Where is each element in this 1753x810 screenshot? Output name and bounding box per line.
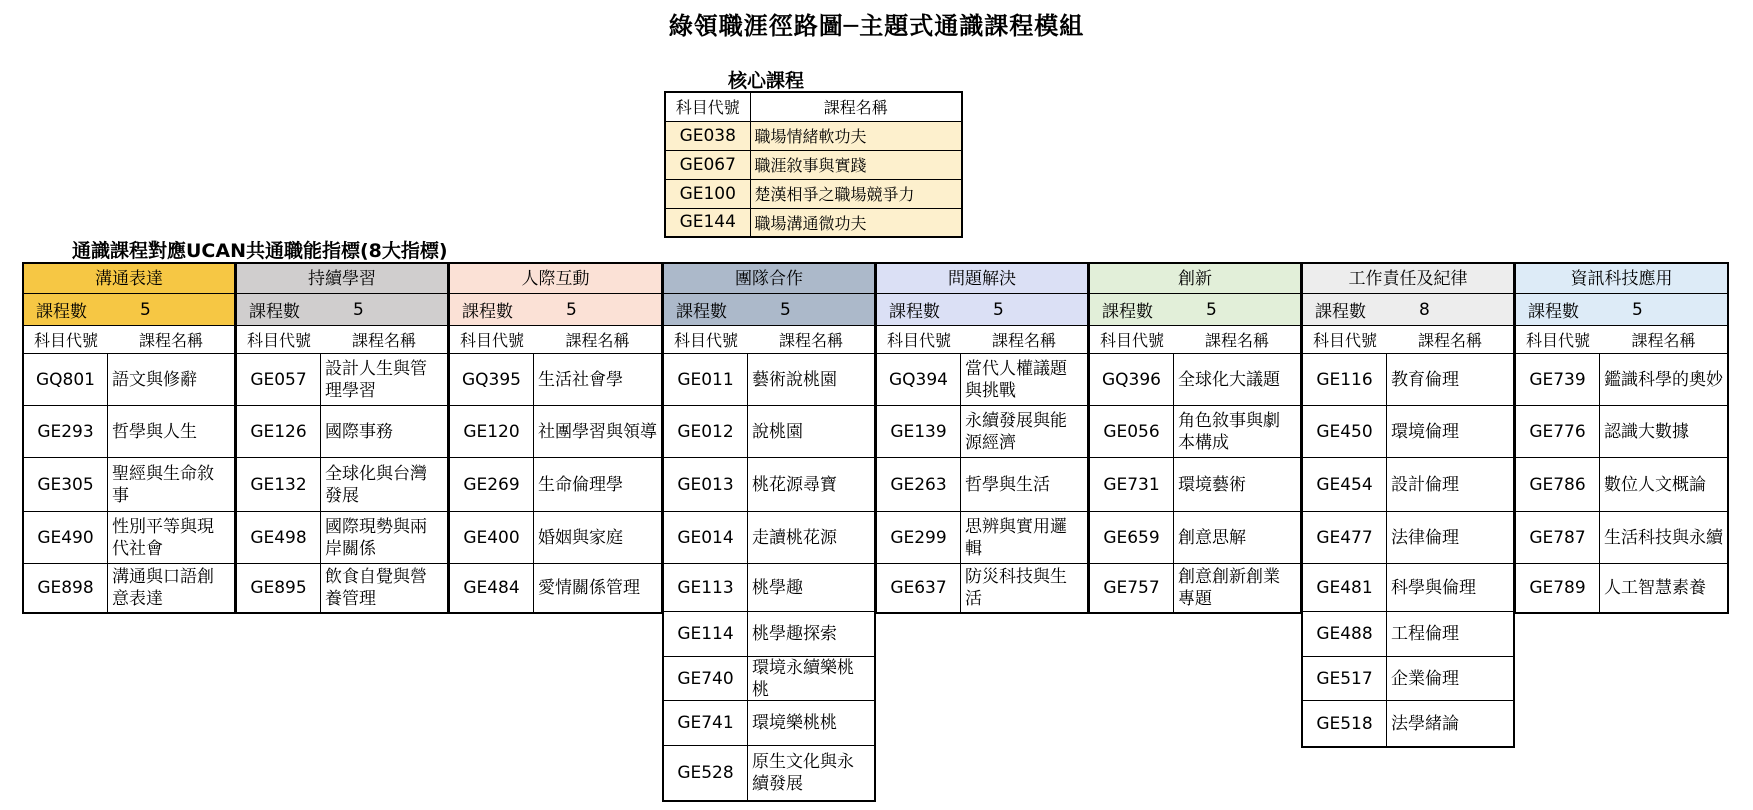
subheader-code: 科目代號 xyxy=(459,331,524,350)
category-header: 資訊科技應用 xyxy=(1516,262,1727,294)
course-name: 職涯敘事與實踐 xyxy=(750,150,962,179)
table-row xyxy=(664,657,874,701)
category-column xyxy=(448,262,663,614)
table-row xyxy=(237,458,447,512)
course-code: GE144 xyxy=(665,208,750,237)
subheader-code: 科目代號 xyxy=(1099,331,1164,350)
subheader-code: 科目代號 xyxy=(673,331,738,350)
subheader-name: 課程名稱 xyxy=(991,331,1056,350)
table-row xyxy=(665,179,962,208)
subheader-code: 科目代號 xyxy=(33,331,98,350)
course-code: GE659 xyxy=(1090,512,1174,563)
course-name: 哲學與人生 xyxy=(112,421,197,442)
table-row xyxy=(664,354,874,406)
course-count-row xyxy=(1516,294,1727,326)
course-code: GQ394 xyxy=(877,354,961,405)
table-row xyxy=(1090,354,1300,406)
subheader-name: 課程名稱 xyxy=(1204,331,1269,350)
table-row xyxy=(877,512,1087,564)
category-header: 工作責任及紀律 xyxy=(1303,262,1513,294)
course-code: GE299 xyxy=(877,512,961,563)
course-name: 人工智慧素養 xyxy=(1604,578,1706,598)
table-row xyxy=(1303,612,1513,657)
course-count-value: 5 xyxy=(780,299,791,320)
course-name: 國際現勢與兩岸關係 xyxy=(325,516,427,559)
course-name: 愛情關係管理 xyxy=(538,578,640,598)
category-header: 團隊合作 xyxy=(664,262,874,294)
category-column xyxy=(235,262,449,614)
table-row xyxy=(664,406,874,458)
core-header-code: 科目代號 xyxy=(665,92,750,121)
table-row xyxy=(237,564,447,612)
course-name: 設計倫理 xyxy=(1391,474,1459,495)
course-code: GE038 xyxy=(665,121,750,150)
subheader-name: 課程名稱 xyxy=(351,331,416,350)
table-row xyxy=(24,564,234,612)
table-row xyxy=(1303,512,1513,564)
table-row xyxy=(1090,406,1300,458)
table-row xyxy=(237,354,447,406)
course-name: 環境樂桃桃 xyxy=(752,713,837,733)
course-name: 角色敘事與劇本構成 xyxy=(1178,410,1280,453)
course-code: GE740 xyxy=(664,657,748,700)
table-row xyxy=(877,564,1087,612)
course-count-row xyxy=(24,294,234,326)
course-count-row xyxy=(237,294,447,326)
course-name: 說桃園 xyxy=(752,421,803,442)
course-count-label: 課程數 xyxy=(1528,302,1579,322)
course-count-label: 課程數 xyxy=(1315,302,1366,322)
table-row xyxy=(1090,512,1300,564)
table-row xyxy=(450,354,661,406)
course-code: GE067 xyxy=(665,150,750,179)
course-name: 生命倫理學 xyxy=(538,474,623,495)
course-code: GE481 xyxy=(1303,564,1387,611)
course-name: 永續發展與能源經濟 xyxy=(965,410,1067,453)
table-row xyxy=(1516,512,1727,564)
column-subheader xyxy=(877,326,1087,354)
course-name: 設計人生與管理學習 xyxy=(325,358,427,401)
course-count-row xyxy=(450,294,661,326)
table-row xyxy=(1516,564,1727,612)
table-row xyxy=(664,701,874,746)
course-code: GE014 xyxy=(664,512,748,563)
course-code: GE731 xyxy=(1090,458,1174,511)
course-code: GE477 xyxy=(1303,512,1387,563)
course-count-label: 課程數 xyxy=(1102,302,1153,322)
table-row xyxy=(450,458,661,512)
course-code: GE484 xyxy=(450,564,534,612)
course-count-value: 5 xyxy=(1632,299,1643,320)
table-row xyxy=(664,746,874,800)
course-code: GE305 xyxy=(24,458,108,511)
table-row xyxy=(665,150,962,179)
course-code: GE400 xyxy=(450,512,534,563)
course-count-row xyxy=(1303,294,1513,326)
category-column xyxy=(22,262,236,614)
course-code: GQ396 xyxy=(1090,354,1174,405)
course-name: 法律倫理 xyxy=(1391,527,1459,548)
course-name: 鑑識科學的奧妙 xyxy=(1604,369,1723,390)
table-row xyxy=(1516,458,1727,512)
column-subheader xyxy=(1090,326,1300,354)
course-code: GE787 xyxy=(1516,512,1600,563)
core-header-name: 課程名稱 xyxy=(750,92,962,121)
course-code: GE056 xyxy=(1090,406,1174,457)
subheader-name: 課程名稱 xyxy=(778,331,843,350)
course-name: 環境永續樂桃桃 xyxy=(752,657,854,700)
course-name: 職場情緒軟功夫 xyxy=(750,121,962,150)
course-count-row xyxy=(664,294,874,326)
table-row xyxy=(664,458,874,512)
course-name: 藝術說桃園 xyxy=(752,369,837,390)
course-name: 科學與倫理 xyxy=(1391,577,1476,598)
column-subheader xyxy=(664,326,874,354)
course-code: GE126 xyxy=(237,406,321,457)
table-row xyxy=(237,512,447,564)
course-count-label: 課程數 xyxy=(36,302,87,322)
table-row xyxy=(450,406,661,458)
course-code: GQ801 xyxy=(24,354,108,405)
course-name: 防災科技與生活 xyxy=(965,567,1067,609)
course-count-label: 課程數 xyxy=(249,302,300,322)
subheader-name: 課程名稱 xyxy=(565,331,630,350)
table-row xyxy=(665,208,962,237)
course-code: GE120 xyxy=(450,406,534,457)
course-code: GE757 xyxy=(1090,564,1174,612)
course-name: 思辨與實用邏輯 xyxy=(965,516,1067,559)
course-name: 桃學趣探索 xyxy=(752,624,837,644)
subheader-code: 科目代號 xyxy=(1525,331,1590,350)
category-column xyxy=(662,262,876,802)
course-name: 認識大數據 xyxy=(1604,421,1689,442)
table-row xyxy=(450,512,661,564)
course-code: GE263 xyxy=(877,458,961,511)
course-name: 桃花源尋寶 xyxy=(752,474,837,495)
table-row xyxy=(1303,657,1513,701)
category-header: 人際互動 xyxy=(450,262,661,294)
subheader-name: 課程名稱 xyxy=(1417,331,1482,350)
course-name: 婚姻與家庭 xyxy=(538,527,623,548)
table-row xyxy=(664,512,874,564)
course-code: GE517 xyxy=(1303,657,1387,700)
course-name: 全球化大議題 xyxy=(1178,369,1280,390)
table-row xyxy=(1516,354,1727,406)
course-name: 飲食自覺與營養管理 xyxy=(325,567,427,609)
course-name: 職場溝通微功夫 xyxy=(750,208,962,237)
course-code: GE139 xyxy=(877,406,961,457)
column-subheader xyxy=(450,326,661,354)
course-name: 環境倫理 xyxy=(1391,421,1459,442)
course-code: GE293 xyxy=(24,406,108,457)
table-row xyxy=(1303,458,1513,512)
table-row xyxy=(1516,406,1727,458)
course-code: GE895 xyxy=(237,564,321,612)
category-column xyxy=(875,262,1089,614)
course-name: 性別平等與現代社會 xyxy=(112,516,214,559)
column-subheader xyxy=(1516,326,1727,354)
column-subheader xyxy=(24,326,234,354)
course-code: GE789 xyxy=(1516,564,1600,612)
table-row xyxy=(24,354,234,406)
column-subheader xyxy=(1303,326,1513,354)
course-name: 國際事務 xyxy=(325,421,393,442)
course-count-value: 5 xyxy=(1206,299,1217,320)
course-code: GE057 xyxy=(237,354,321,405)
core-courses-label: 核心課程 xyxy=(728,70,805,92)
course-count-row xyxy=(1090,294,1300,326)
course-code: GE100 xyxy=(665,179,750,208)
category-header: 溝通表達 xyxy=(24,262,234,294)
course-code: GE786 xyxy=(1516,458,1600,511)
subheader-code: 科目代號 xyxy=(886,331,951,350)
course-name: 聖經與生命敘事 xyxy=(112,463,214,506)
course-name: 原生文化與永續發展 xyxy=(752,752,854,794)
course-code: GE739 xyxy=(1516,354,1600,405)
course-code: GE012 xyxy=(664,406,748,457)
course-name: 環境藝術 xyxy=(1178,474,1246,495)
course-name: 企業倫理 xyxy=(1391,668,1459,689)
table-row xyxy=(1303,406,1513,458)
course-name: 數位人文概論 xyxy=(1604,474,1706,495)
course-name: 語文與修辭 xyxy=(112,369,197,390)
course-code: GE898 xyxy=(24,564,108,612)
course-code: GE113 xyxy=(664,564,748,611)
course-code: GE518 xyxy=(1303,701,1387,746)
table-row xyxy=(1303,701,1513,746)
course-code: GE011 xyxy=(664,354,748,405)
ucan-section-label: 通識課程對應UCAN共通職能指標(8大指標) xyxy=(72,240,448,262)
course-count-label: 課程數 xyxy=(676,302,727,322)
category-column xyxy=(1301,262,1515,748)
course-name: 當代人權議題與挑戰 xyxy=(965,358,1067,401)
course-name: 桃學趣 xyxy=(752,577,803,598)
course-name: 創意思解 xyxy=(1178,527,1246,548)
category-header: 持續學習 xyxy=(237,262,447,294)
course-name: 社團學習與領導 xyxy=(538,421,657,442)
course-name: 法學緒論 xyxy=(1391,713,1459,734)
table-row xyxy=(664,564,874,612)
course-count-row xyxy=(877,294,1087,326)
column-subheader xyxy=(237,326,447,354)
table-row xyxy=(664,612,874,657)
course-code: GE450 xyxy=(1303,406,1387,457)
table-row xyxy=(24,406,234,458)
core-header-row xyxy=(665,92,962,121)
course-code: GE269 xyxy=(450,458,534,511)
course-code: GE114 xyxy=(664,612,748,656)
course-code: GE116 xyxy=(1303,354,1387,405)
course-name: 溝通與口語創意表達 xyxy=(112,567,214,609)
course-name: 走讀桃花源 xyxy=(752,527,837,548)
course-count-value: 8 xyxy=(1419,299,1430,320)
course-code: GE488 xyxy=(1303,612,1387,656)
course-code: GQ395 xyxy=(450,354,534,405)
subheader-name: 課程名稱 xyxy=(1631,331,1696,350)
course-name: 哲學與生活 xyxy=(965,474,1050,495)
category-header: 創新 xyxy=(1090,262,1300,294)
category-column xyxy=(1088,262,1302,614)
subheader-name: 課程名稱 xyxy=(138,331,203,350)
course-count-label: 課程數 xyxy=(462,302,513,322)
course-code: GE490 xyxy=(24,512,108,563)
subheader-code: 科目代號 xyxy=(1312,331,1377,350)
table-row xyxy=(24,512,234,564)
course-name: 楚漢相爭之職場競爭力 xyxy=(750,179,962,208)
table-row xyxy=(877,406,1087,458)
course-name: 生活社會學 xyxy=(538,369,623,390)
course-count-label: 課程數 xyxy=(889,302,940,322)
course-name: 全球化與台灣發展 xyxy=(325,463,427,506)
subheader-code: 科目代號 xyxy=(246,331,311,350)
course-name: 工程倫理 xyxy=(1391,624,1459,644)
category-header: 問題解決 xyxy=(877,262,1087,294)
table-row xyxy=(450,564,661,612)
course-count-value: 5 xyxy=(993,299,1004,320)
course-name: 創意創新創業專題 xyxy=(1178,567,1280,609)
course-code: GE741 xyxy=(664,701,748,745)
course-code: GE498 xyxy=(237,512,321,563)
table-row xyxy=(1303,354,1513,406)
course-code: GE132 xyxy=(237,458,321,511)
course-code: GE013 xyxy=(664,458,748,511)
table-row xyxy=(665,121,962,150)
core-courses-table xyxy=(664,91,963,238)
category-column xyxy=(1514,262,1729,614)
course-code: GE637 xyxy=(877,564,961,612)
course-code: GE528 xyxy=(664,746,748,800)
table-row xyxy=(1303,564,1513,612)
table-row xyxy=(237,406,447,458)
table-row xyxy=(877,354,1087,406)
course-count-value: 5 xyxy=(566,299,577,320)
course-count-value: 5 xyxy=(140,299,151,320)
course-name: 教育倫理 xyxy=(1391,369,1459,390)
course-name: 生活科技與永續 xyxy=(1604,527,1723,548)
course-code: GE776 xyxy=(1516,406,1600,457)
table-row xyxy=(877,458,1087,512)
table-row xyxy=(1090,458,1300,512)
page-title: 綠領職涯徑路圖─主題式通識課程模組 xyxy=(668,12,1085,40)
course-count-value: 5 xyxy=(353,299,364,320)
table-row xyxy=(24,458,234,512)
course-code: GE454 xyxy=(1303,458,1387,511)
table-row xyxy=(1090,564,1300,612)
